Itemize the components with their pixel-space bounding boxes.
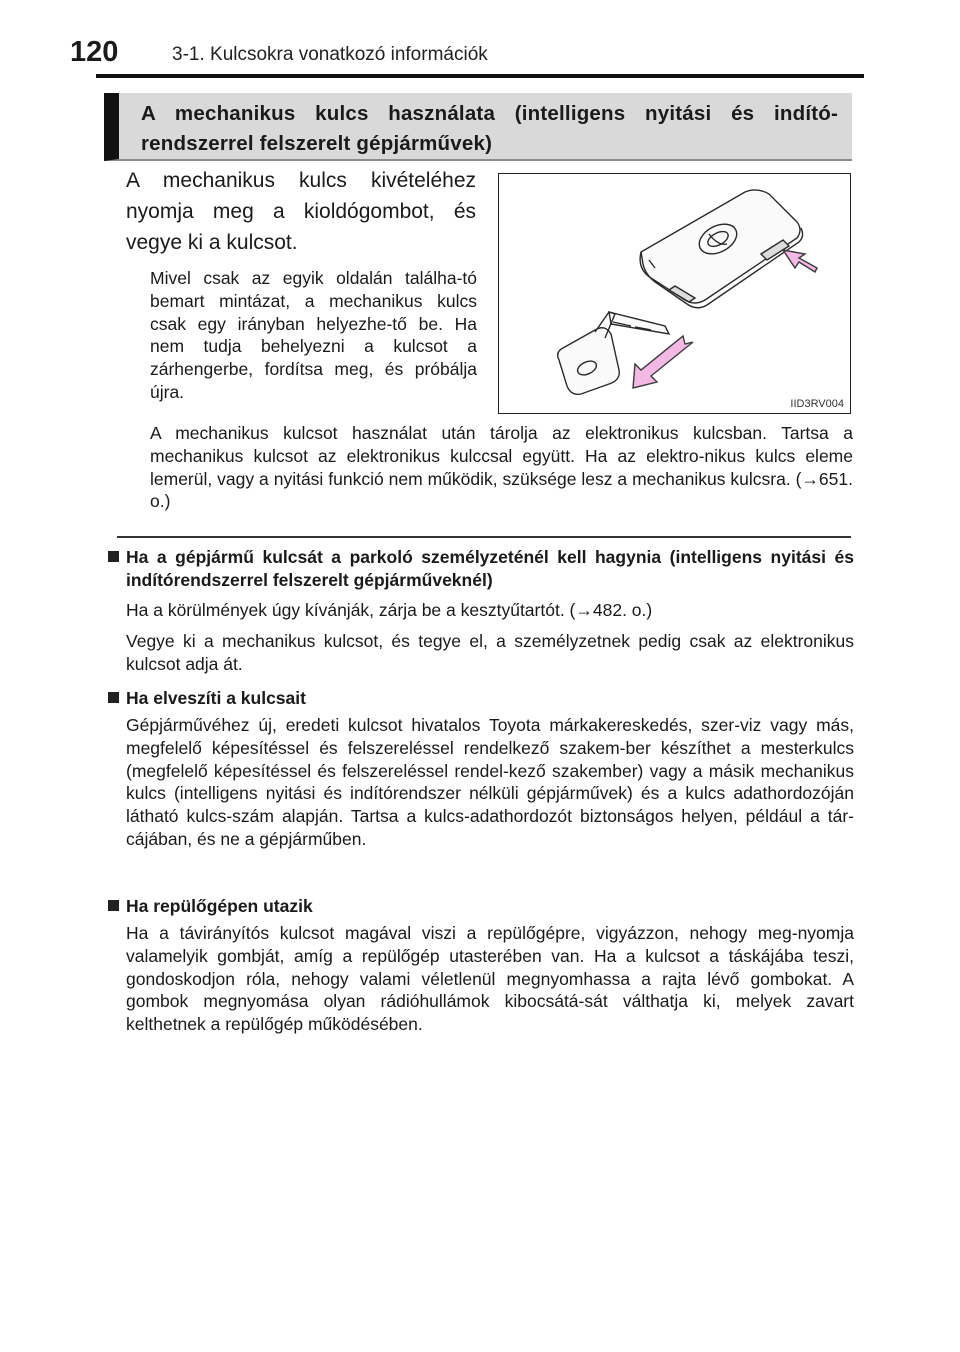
section-title: 3-1. Kulcsokra vonatkozó információk: [172, 44, 488, 65]
lost-keys-heading-text: Ha elveszíti a kulcsait: [126, 688, 306, 708]
valet-paragraph-2: Vegye ki a mechanikus kulcsot, és tegye el, a személyzetnek pedig csak az elektronikus kulcsot adja át.: [126, 630, 854, 674]
valet-heading-text: Ha a gépjármű kulcsát a parkoló személyzeténél kell hagynia (intelligens nyitási és indítórendszerrel felszerelt gépjárműveknél): [126, 547, 854, 590]
valet-heading: [108, 546, 854, 592]
storage-note: A mechanikus kulcsot használat után tárolja az elektronikus kulcsban. Tartsa a mechanikus kulcsot az elektronikus kulccsal együtt. Ha az elektro-nikus kulcs eleme lemerül, vagy a nyitási funkció nem működik, szüksége lesz a mechanikus kulcsra. (→651. o.): [150, 423, 853, 512]
flight-heading-text: Ha repülőgépen utazik: [126, 896, 313, 916]
push-arrow-icon: [783, 250, 817, 272]
lost-keys-paragraph: Gépjárművéhez új, eredeti kulcsot hivatalos Toyota márkakereskedés, szer-viz vagy más, megfelelő képesítéssel és felszereléssel rendelkező szakem-ber készíthet a mesterkulcs (megfelelő képesítéssel és felszereléssel rendel-kező szakember) vagy a másik mechanikus kulcs (intelligens nyitási és indítórendszer nélküli gépjárművek) és a kulcs adathordozóján látható kulcs-szám alapján. Tartsa a kulcs-adathordozót biztonságos helyen, például a tár-cájában, és ne a gépjárműben.: [126, 715, 854, 849]
heading-title: A mechanikus kulcs használata (intelligens nyitási és indító-rendszerrel felszerelt gépjárművek): [141, 102, 838, 155]
pull-arrow-icon: [633, 336, 693, 388]
figure-code: IID3RV004: [790, 398, 844, 410]
page-number: 120: [70, 36, 119, 68]
heading-box: [104, 93, 852, 161]
valet-section: [108, 546, 854, 675]
intro-text: A mechanikus kulcs kivételéhez nyomja meg a kioldógombot, és vegye ki a kulcsot.: [126, 169, 476, 254]
key-illustration: [498, 173, 851, 414]
flight-paragraph: Ha a távirányítós kulcsot magával viszi a repülőgépre, vigyázzon, nehogy meg-nyomja valamelyik gombját, amíg a repülőgép utasterében van. Ha a kulcsot a táskájába teszi, gondoskodjon róla, nehogy valami véletlenül megnyomhassa a rajta lévő gombokat. A gombok megnyomása olyan rádióhullámok kibocsátá-sát válthatja ki, melyek zavart kelthetnek a repülőgép működésében.: [126, 923, 854, 1035]
section-divider: [117, 536, 851, 538]
flight-heading: [108, 895, 854, 918]
square-bullet-icon: [108, 900, 119, 911]
square-bullet-icon: [108, 692, 119, 703]
lost-keys-section: [108, 687, 854, 851]
valet-paragraph-1: Ha a körülmények úgy kívánják, zárja be a kesztyűtartót. (→482. o.): [126, 600, 653, 620]
square-bullet-icon: [108, 551, 119, 562]
header-rule: [96, 74, 864, 78]
smart-key-icon: [640, 190, 802, 308]
flight-section: [108, 895, 854, 1036]
lost-keys-heading: [108, 687, 854, 710]
key-drawing: [499, 174, 852, 415]
key-orientation-note: Mivel csak az egyik oldalán találha-tó bemart mintázat, a mechanikus kulcs csak egy irányban helyezhe-tő be. Ha nem tudja behelyezni a kulcsot a zárhengerbe, fordítsa meg, és próbálja újra.: [150, 268, 477, 402]
